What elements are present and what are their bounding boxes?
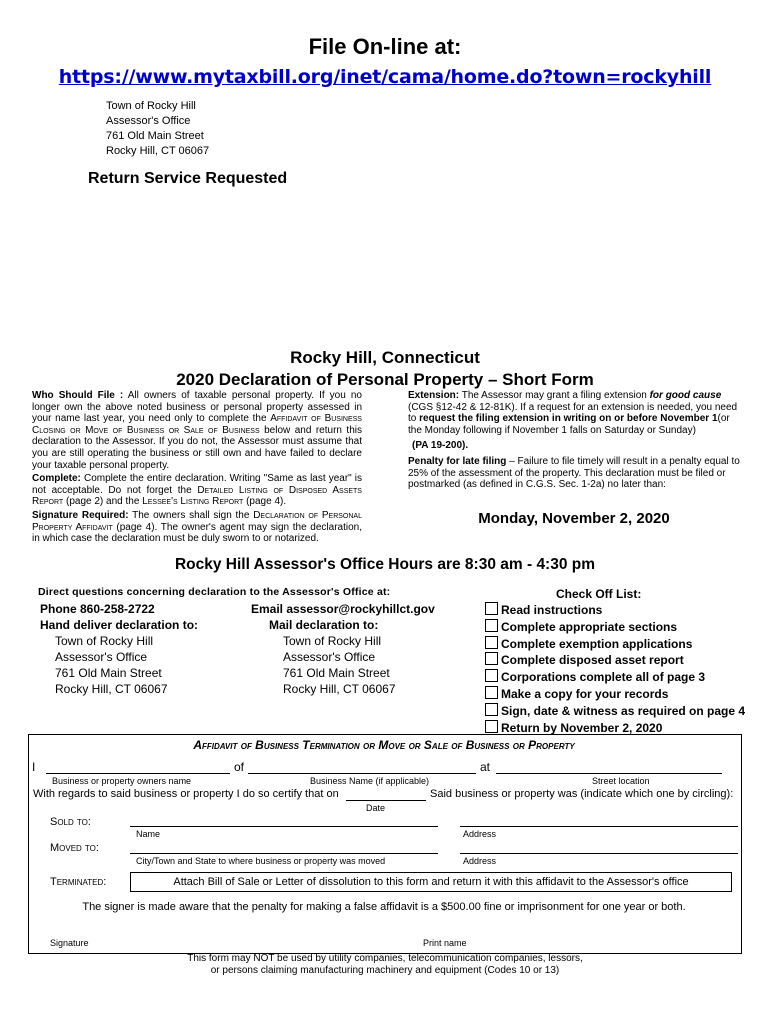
sold-name-field[interactable] [130,812,438,827]
affidavit-at: at [480,760,491,774]
checklist-item[interactable] [485,619,745,636]
form-title-line2: 2020 Declaration of Personal Property – Short Form [176,370,594,389]
address-line: 761 Old Main Street [55,666,162,680]
instructions-right [408,390,740,491]
lessee-listing-ref: Lessee's Listing Report [142,496,244,508]
footer-line: or persons claiming manufacturing machinery and equipment (Codes 10 or 13) [210,965,560,976]
return-address-line: Rocky Hill, CT 06067 [106,145,210,157]
office-hours: Rocky Hill Assessor's Office Hours are 8:30 am - 4:30 pm [174,556,596,573]
checklist-item-label: Complete disposed asset report [501,653,684,668]
address-line: 761 Old Main Street [283,666,390,680]
terminated-label: Terminated: [50,876,107,888]
moved-address-field[interactable] [460,839,738,854]
filing-deadline: Monday, November 2, 2020 [478,510,670,527]
print-name-caption: Print name [423,938,467,948]
return-address-line: 761 Old Main Street [106,130,204,142]
address-line: Town of Rocky Hill [55,634,154,648]
false-affidavit-penalty: The signer is made aware that the penalty for making a false affidavit is a $500.00 fine or imprisonment for one year or both. [82,901,686,913]
complete-text-3: (page 4). [243,496,287,508]
moved-city-field[interactable] [130,839,438,854]
address-caption-2: Address [463,856,497,866]
address-line: Rocky Hill, CT 06067 [55,682,168,696]
who-affidavit-ref: Affidavit of Business Closing or Move of Business or Sale of Business [32,413,362,436]
checklist [485,602,745,736]
disposed-assets-ref: Detailed Listing of Disposed Assets Report [32,484,362,508]
mail-declaration-label: Mail declaration to: [269,618,379,632]
affidavit-title: Affidavit of Business Termination or Move or Sale of Business or Property [193,738,575,752]
checklist-item[interactable] [485,602,745,619]
penalty-label: Penalty for late filing [408,455,507,467]
street-location-caption: Street location [592,776,650,786]
extension-text: The Assessor may grant a filing extension [459,390,650,401]
checklist-item-label: Read instructions [501,603,603,617]
pa-reference: (PA 19-200). [412,440,469,452]
affidavit-i: I [32,760,36,774]
moved-to-label: Moved to: [50,842,99,854]
checklist-item-label: Make a copy for your records [501,686,669,701]
checklist-item-label: Corporations complete all of page 3 [501,670,706,685]
checklist-item[interactable] [485,636,745,653]
checklist-title: Check Off List: [556,587,642,601]
extension-label: Extension: [408,390,460,401]
hand-deliver-label: Hand deliver declaration to: [40,618,199,632]
signature-text: The owners shall sign the [128,509,254,521]
checklist-item-label: Complete appropriate sections [501,619,678,634]
checkbox[interactable] [485,720,498,733]
sold-address-field[interactable] [460,812,738,827]
phone-number: Phone 860-258-2722 [40,602,155,616]
checkbox[interactable] [485,636,498,649]
checklist-item[interactable] [485,669,745,686]
who-text: All owners of taxable personal property. If you no longer own the above noted business or personal property assessed in your name last year, you need only to complete the [32,390,362,425]
date-field[interactable] [346,786,426,801]
direct-questions: Direct questions concerning declaration to the Assessor's Office at: [38,586,391,598]
footer-line: This form may NOT be used by utility companies, telecommunication companies, lessors, [187,953,583,964]
signature-text-2: (page 4). The owner's agent may sign the declaration, in which case the declaration must be duly sworn to or notarized. [32,521,362,545]
hand-deliver-address [55,633,168,697]
signature-caption: Signature [50,938,89,948]
checklist-item-label: Complete exemption applications [501,636,693,651]
owner-name-field[interactable] [46,758,230,774]
checklist-item[interactable] [485,686,745,703]
address-line: Assessor's Office [283,650,376,664]
checkbox[interactable] [485,619,498,632]
checklist-item[interactable] [485,703,745,720]
city-caption: City/Town and State to where business or property was moved [136,856,386,866]
checkbox[interactable] [485,686,498,699]
business-name-caption: Business Name (if applicable) [310,776,430,786]
affidavit-of: of [234,760,245,774]
page-title: File On-line at: [308,34,462,59]
address-line: Town of Rocky Hill [283,634,382,648]
circle-instruction: Said business or property was (indicate which one by circling): [430,788,734,800]
who-text-2: below and return this declaration to the Assessor. If you do not, the Assessor must assume that you are still operating the business or still own and have failed to declare your taxable personal property. [32,424,362,471]
terminated-instruction: Attach Bill of Sale or Letter of dissolution to this form and return it with this affidavit to the Assessor's office [130,872,732,892]
checklist-item-label: Sign, date & witness as required on page 4 [501,703,746,718]
mail-address [283,633,396,697]
instructions-left [32,390,362,545]
signature-required-label: Signature Required: [32,509,129,521]
extension-text-2: (CGS §12-42 & 12-81K). If a request for an extension is needed, you need to [408,401,738,425]
return-address-line: Town of Rocky Hill [106,100,196,112]
return-address [106,99,209,159]
owner-name-caption: Business or property owners name [52,776,192,786]
return-address-line: Assessor's Office [106,115,191,127]
date-caption: Date [366,803,386,813]
address-caption: Address [463,829,497,839]
footer-note [0,953,770,977]
complete-text: Complete the entire declaration. Writing "Same as last year" is not acceptable. Do not forget the [32,473,362,496]
street-location-field[interactable] [496,758,722,774]
penalty-text: – Failure to file timely will result in a penalty equal to 25% of the assessment of the property. This declaration must be filed or postmarked (as defined in C.G.S. Sec. 1-2a) no later than: [408,455,740,491]
extension-deadline-text: request the filing extension in writing on or before November 1 [419,413,718,425]
address-line: Assessor's Office [55,650,148,664]
checkbox[interactable] [485,652,498,665]
business-name-field[interactable] [248,758,476,774]
checklist-item[interactable] [485,652,745,669]
extension-text-3: (or the Monday following if November 1 falls on Saturday or Sunday) [408,413,730,436]
return-service-requested: Return Service Requested [88,170,288,187]
checkbox[interactable] [485,703,498,716]
certify-text: With regards to said business or property I do so certify that on [33,788,339,800]
sold-to-label: Sold to: [50,816,91,828]
name-caption: Name [136,829,161,839]
checklist-item-label: Return by November 2, 2020 [501,720,663,735]
checkbox[interactable] [485,602,498,615]
address-line: Rocky Hill, CT 06067 [283,682,396,696]
good-cause-text: for good cause [649,390,722,401]
complete-text-2: (page 2) and the [63,496,143,508]
complete-label: Complete: [32,473,81,485]
form-title-line1: Rocky Hill, Connecticut [290,348,480,367]
declaration-affidavit-ref: Declaration of Personal Property Affidavit [32,509,362,533]
email-address[interactable]: Email assessor@rockyhillct.gov [251,602,435,616]
filing-url-link[interactable]: https://www.mytaxbill.org/inet/cama/home.do?town=rockyhill [58,66,712,88]
who-should-file-label: Who Should File : [32,390,124,401]
checkbox[interactable] [485,669,498,682]
